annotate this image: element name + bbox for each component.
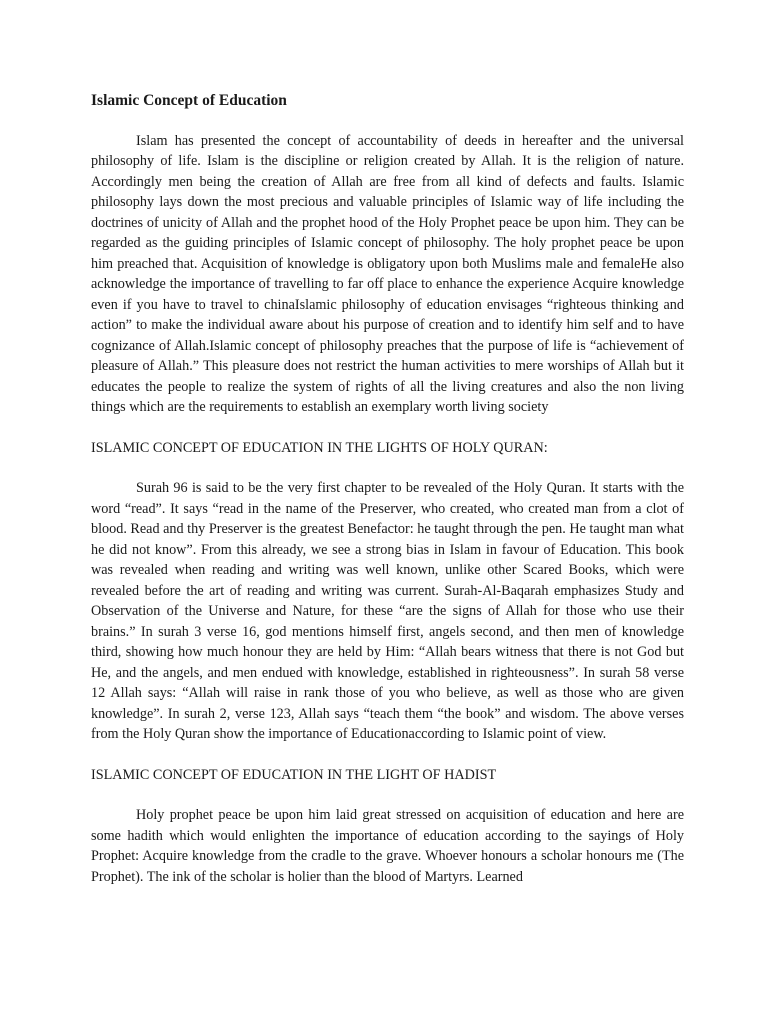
paragraph-introduction: Islam has presented the concept of accountability of deeds in hereafter and the universal philosophy of life. Islam is the discipline or religion created by Allah. It is the religion of nature. Accordingly men being the creation of Allah are free from all kind of defects and faults. Islamic philosophy lays down the most precious and valuable principles of Islamic way of life including the doctrines of unicity of Allah and the prophet hood of the Holy Prophet peace be upon him. They can be regarded as the guiding principles of Islamic concept of philosophy. The holy prophet peace be upon him preached that. Acquisition of knowledge is obligatory upon both Muslims male and femaleHe also acknowledge the importance of travelling to far off place to enhance the experience Acquire knowledge even if you have to travel to chinaIslamic philosophy of education envisages “righteous thinking and action” to make the individual aware about his purpose of creation and to identify him self and to have cognizance of Allah.Islamic concept of philosophy preaches that the purpose of life is “achievement of pleasure of Allah.” This pleasure does not restrict the human activities to mere worships of Allah but it educates the people to realize the system of rights of all the living creatures and also the non living things which are the requirements to establish an exemplary worth living society (91, 132, 684, 416)
section-heading-quran: ISLAMIC CONCEPT OF EDUCATION IN THE LIGHTS OF HOLY QURAN: (91, 439, 548, 456)
section-heading-hadist: ISLAMIC CONCEPT OF EDUCATION IN THE LIGHT OF HADIST (91, 766, 497, 783)
document-title: Islamic Concept of Education (91, 92, 287, 109)
paragraph-hadist: Holy prophet peace be upon him laid great stressed on acquisition of education and here are some hadith which would enlighten the importance of education according to the sayings of Holy Prophet: Acquire knowledge from the cradle to the grave. Whoever honours a scholar honours me (The Prophet). The ink of the scholar is holier than the blood of Martyrs. Learned (91, 807, 684, 885)
paragraph-quran: Surah 96 is said to be the very first chapter to be revealed of the Holy Quran. It starts with the word “read”. It says “read in the name of the Preserver, who created, who created man from a clot of blood. Read and thy Preserver is the greatest Benefactor: he taught through the pen. He taught man what he did not know”. From this already, we see a strong bias in Islam in favour of Education. This book was revealed when reading and writing was well known, unlike other Scared Books, which were revealed before the art of reading and writing was current. Surah-Al-Baqarah emphasizes Study and Observation of the Universe and Nature, for these “are the signs of Allah for those who use their brains.” In surah 3 verse 16, god mentions himself first, angels second, and then men of knowledge third, showing how much honour they are held by Him: “Allah bears witness that there is not God but He, and the angels, and men endued with knowledge, established in righteousness”. In surah 58 verse 12 Allah says: “Allah will raise in rank those of you who believe, as well as those who are given knowledge”. In surah 2, verse 123, Allah says “teach them “the book” and wisdom. The above verses from the Holy Quran show the importance of Educationaccording to Islamic point of view. (91, 480, 684, 743)
